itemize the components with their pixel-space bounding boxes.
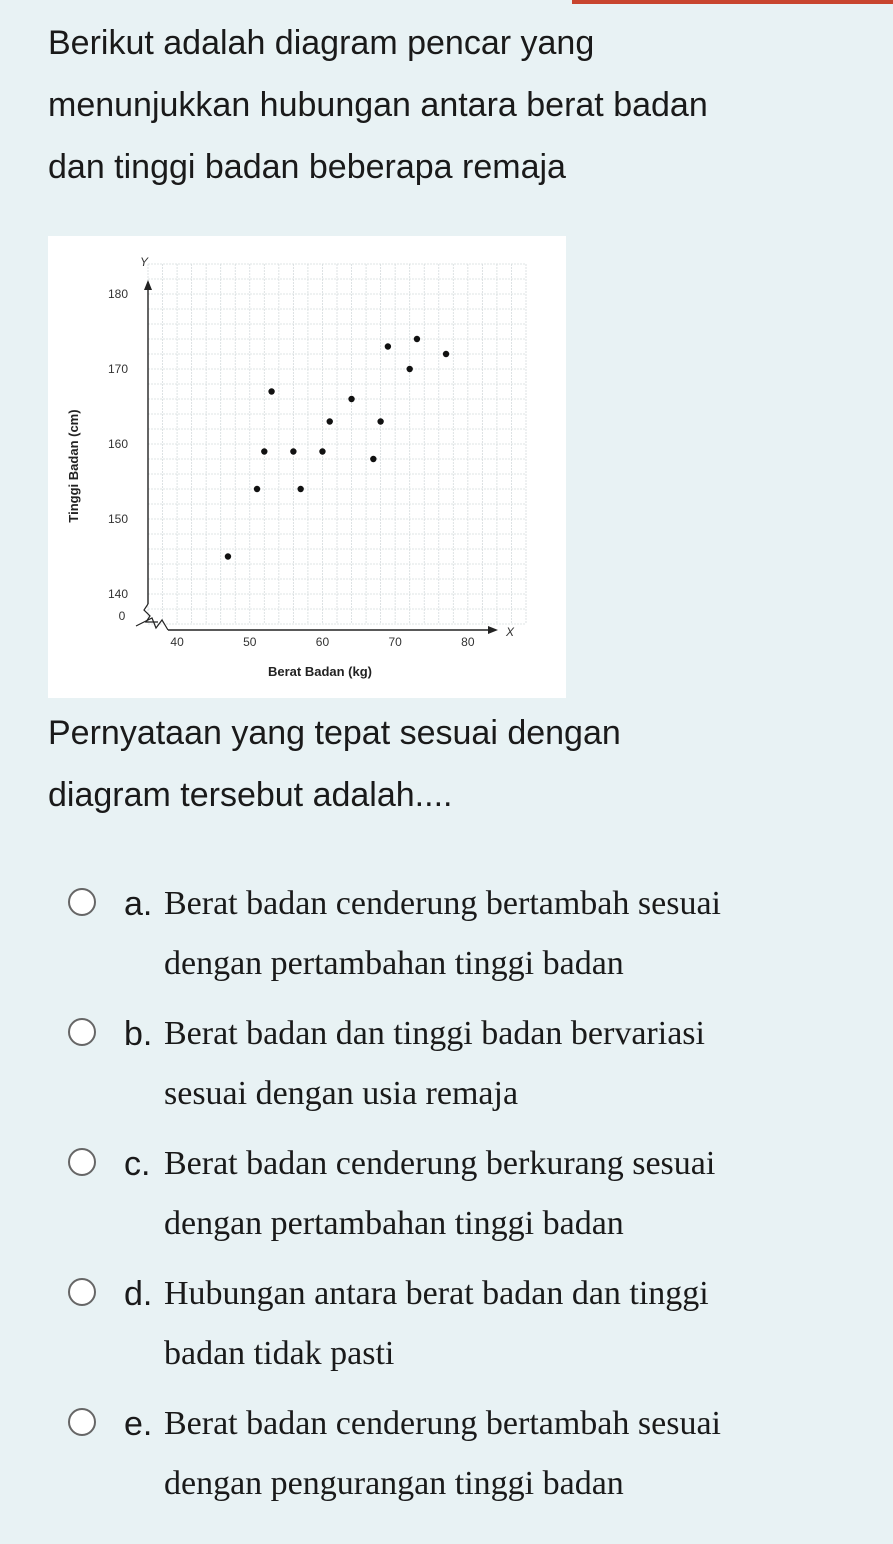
y-axis-letter: Y — [139, 255, 149, 269]
top-accent-rule — [572, 0, 893, 4]
option-text-line: Hubungan antara berat badan dan tinggi — [164, 1275, 709, 1312]
chart-labels — [66, 255, 515, 679]
scatter-point — [377, 418, 383, 424]
scatter-point — [327, 418, 333, 424]
scatter-point — [385, 343, 391, 349]
scatter-point — [406, 366, 412, 372]
option-text-line: dengan pengurangan tinggi badan — [164, 1465, 624, 1502]
scatter-point — [319, 448, 325, 454]
option-text-line: sesuai dengan usia remaja — [164, 1075, 519, 1112]
radio-button-d[interactable] — [68, 1278, 96, 1306]
radio-button-b[interactable] — [68, 1018, 96, 1046]
origin-label: 0 — [118, 609, 126, 623]
prompt-line: diagram tersebut adalah.... — [48, 776, 453, 814]
chart-axes — [136, 280, 498, 634]
scatter-point — [290, 448, 296, 454]
option-letter: a. — [124, 885, 153, 923]
option-text-line: dengan pertambahan tinggi badan — [164, 945, 624, 982]
y-axis-title: Tinggi Badan (cm) — [66, 409, 81, 523]
chart-grid — [148, 264, 526, 624]
prompt-text — [48, 702, 848, 826]
option-letter: c. — [124, 1145, 151, 1183]
scatter-point — [443, 351, 449, 357]
option-text — [164, 1004, 844, 1124]
radio-button-a[interactable] — [68, 888, 96, 916]
option-text-line: dengan pertambahan tinggi badan — [164, 1205, 624, 1242]
scatter-point — [261, 448, 267, 454]
x-tick-label: 60 — [315, 635, 330, 649]
scatter-point — [268, 388, 274, 394]
scatter-point — [225, 553, 231, 559]
option-text — [164, 1394, 844, 1514]
scatter-chart — [48, 236, 566, 698]
scatter-chart-svg — [48, 236, 566, 698]
question-line: menunjukkan hubungan antara berat badan — [48, 86, 708, 124]
option-letter: b. — [124, 1015, 153, 1053]
option-letter: e. — [124, 1405, 153, 1443]
y-tick-label: 140 — [107, 587, 128, 601]
chart-ticks — [108, 287, 475, 649]
scatter-point — [414, 336, 420, 342]
y-tick-label: 180 — [107, 287, 128, 301]
y-tick-label: 150 — [107, 512, 128, 526]
x-tick-label: 70 — [388, 635, 402, 649]
option-text — [164, 1264, 844, 1384]
option-letter: d. — [124, 1275, 153, 1313]
x-axis-title: Berat Badan (kg) — [267, 664, 373, 679]
x-tick-label: 50 — [243, 635, 257, 649]
radio-button-e[interactable] — [68, 1408, 96, 1436]
option-text-line: Berat badan cenderung bertambah sesuai — [164, 885, 721, 922]
y-axis-break — [144, 604, 158, 622]
question-text — [48, 12, 848, 198]
question-line: dan tinggi badan beberapa remaja — [48, 148, 566, 186]
option-text-line: Berat badan cenderung berkurang sesuai — [164, 1145, 716, 1182]
y-tick-label: 170 — [107, 362, 128, 376]
option-text — [164, 874, 844, 994]
option-text-line: Berat badan cenderung bertambah sesuai — [164, 1405, 721, 1442]
scatter-point — [254, 486, 260, 492]
x-tick-label: 80 — [461, 635, 475, 649]
x-axis-letter: X — [505, 625, 515, 639]
scatter-point — [297, 486, 303, 492]
scatter-point — [348, 396, 354, 402]
prompt-line: Pernyataan yang tepat sesuai dengan — [48, 714, 621, 752]
y-tick-label: 160 — [107, 437, 128, 451]
radio-button-c[interactable] — [68, 1148, 96, 1176]
y-axis-arrow — [144, 280, 152, 290]
x-tick-label: 40 — [170, 635, 184, 649]
x-axis-arrow — [488, 626, 498, 634]
option-text — [164, 1134, 844, 1254]
option-text-line: Berat badan dan tinggi badan bervariasi — [164, 1015, 705, 1052]
scatter-point — [370, 456, 376, 462]
question-line: Berikut adalah diagram pencar yang — [48, 24, 595, 62]
option-text-line: badan tidak pasti — [164, 1335, 395, 1372]
